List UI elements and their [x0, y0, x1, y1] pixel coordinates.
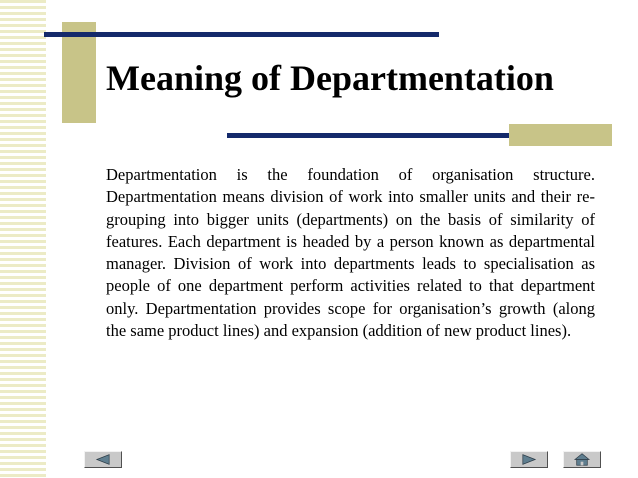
house-icon: [564, 452, 600, 467]
triangle-left-icon: [85, 452, 121, 467]
title-accent-block: [62, 22, 96, 123]
top-divider-line: [44, 32, 439, 37]
triangle-right-icon: [511, 452, 547, 467]
slide-title: Meaning of Departmentation: [106, 58, 554, 98]
home-button[interactable]: [563, 451, 601, 468]
previous-slide-button[interactable]: [84, 451, 122, 468]
divider-accent-block: [509, 124, 612, 146]
left-stripe-decoration: [0, 0, 46, 478]
next-slide-button[interactable]: [510, 451, 548, 468]
slide-body-text: Departmentation is the foundation of organisation structure. Departmentation means division of work into smaller units and their re-grouping into bigger units (departments) on the basis of similarity of features. Each department is headed by a person known as departmental manager. Division of work into departments leads to specialisation as people of one department perform activities related to that department only. Departmentation provides scope for organisation’s growth (along the same product lines) and expansion (addition of new product lines).: [106, 165, 595, 341]
